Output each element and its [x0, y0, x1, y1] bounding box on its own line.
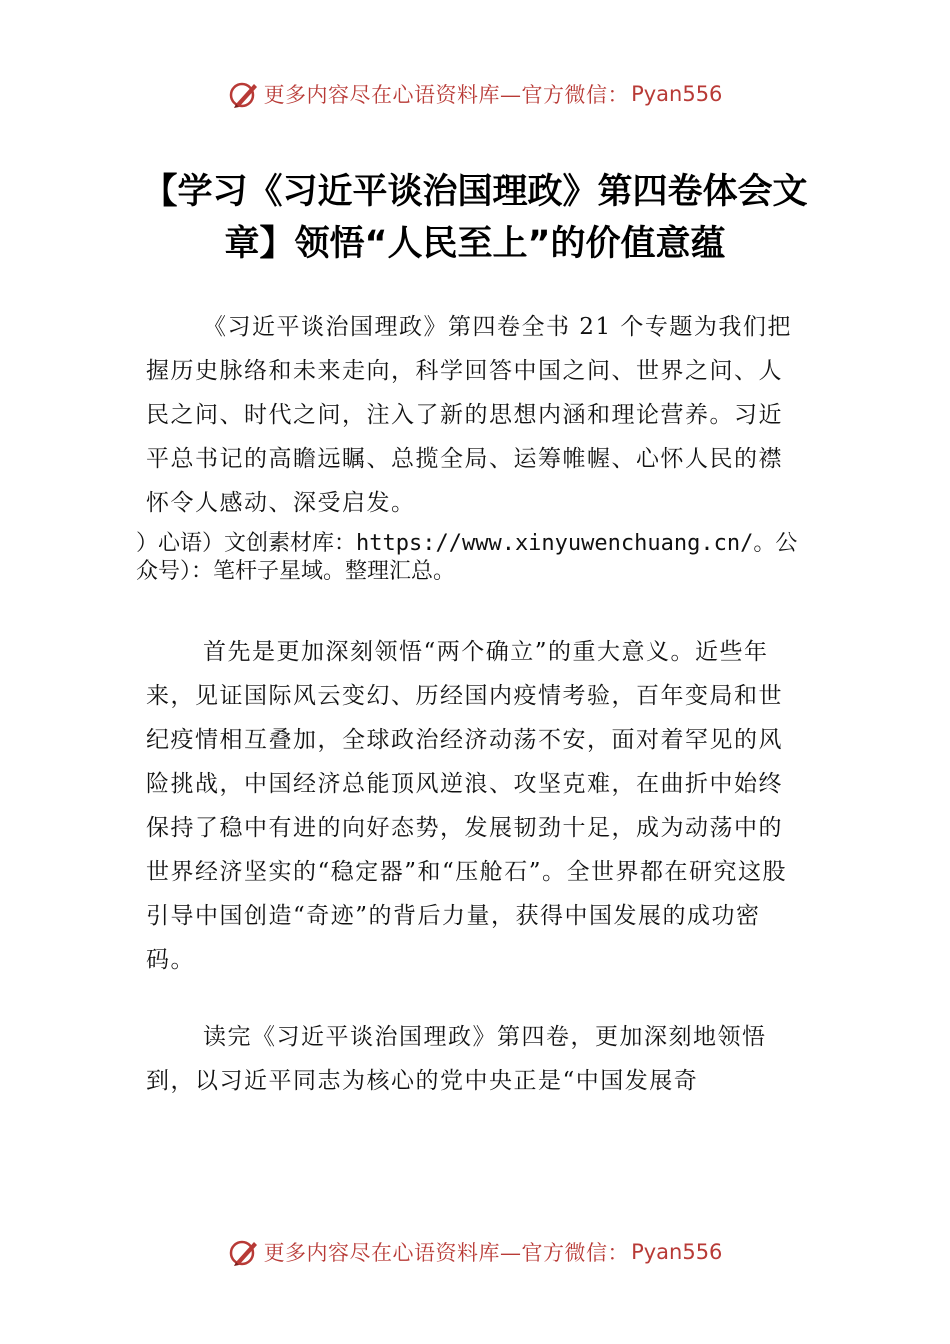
- document-title: 【学习《习近平谈治国理政》第四卷体会文章】领悟“人民至上”的价值意蕴: [142, 172, 808, 264]
- footer-banner: [0, 1234, 950, 1270]
- banner-text: 更多内容尽在心语资料库—官方微信：: [263, 1241, 630, 1265]
- source-note: ）心语）文创素材库：https://www.xinyuwenchuang.cn/。公众号）：笔杆子星域。整理汇总。: [136, 531, 798, 584]
- paragraph-3: 读完《习近平谈治国理政》第四卷，更加深刻地领悟到，以习近平同志为核心的党中央正是“中国发展奇: [146, 1024, 767, 1094]
- banner-text: 更多内容尽在心语资料库—官方微信：: [263, 83, 630, 107]
- paragraph-2: 首先是更加深刻领悟“两个确立”的重大意义。近些年来，见证国际风云变幻、历经国内疫情考验，百年变局和世纪疫情相互叠加，全球政治经济动荡不安，面对着罕见的风险挑战，中国经济总能顶风逆浪、攻坚克难，在曲折中始终保持了稳中有进的向好态势，发展韧劲十足，成为动荡中的世界经济坚实的“稳定器”和“压舱石”。全世界都在研究这股引导中国创造“奇迹”的背后力量，获得中国发展的成功密码。: [146, 639, 788, 973]
- wechat-id: Pyan556: [631, 82, 723, 106]
- pen-logo-icon: [228, 78, 260, 110]
- paragraph-1: 《习近平谈治国理政》第四卷全书 21 个专题为我们把握历史脉络和未来走向，科学回答中国之问、世界之问、人民之问、时代之问，注入了新的思想内涵和理论营养。习近平总书记的高瞻远瞩、总揽全局、运筹帷幄、心怀人民的襟怀令人感动、深受启发。: [146, 314, 792, 516]
- wechat-id: Pyan556: [631, 1240, 723, 1264]
- header-banner: [0, 76, 950, 112]
- pen-logo-icon: [228, 1236, 260, 1268]
